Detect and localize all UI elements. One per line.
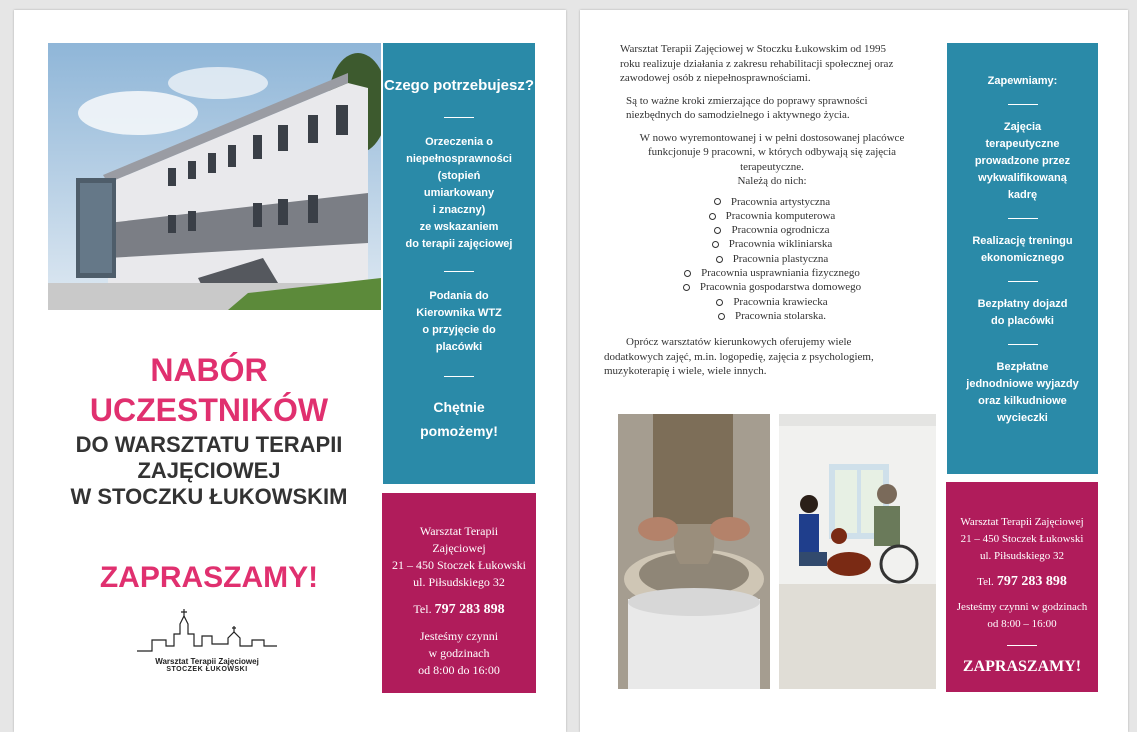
phone-label: Tel.	[413, 602, 432, 616]
bullet-icon	[716, 256, 723, 263]
requirements-heading: Czego potrzebujesz?	[383, 77, 534, 94]
benefit-line: do placówki	[991, 315, 1054, 327]
list-item	[602, 237, 942, 251]
room-name: Pracownia ogrodnicza	[731, 224, 830, 237]
text-line: muzykoterapię i wiele, wiele innych.	[604, 365, 767, 378]
building-photo-illustration	[48, 43, 381, 310]
room-name: Pracownia wikliniarska	[728, 238, 833, 251]
phone-number[interactable]: 797 283 898	[996, 574, 1067, 589]
separator	[444, 117, 474, 118]
closing-line: pomożemy!	[420, 423, 498, 439]
requirement-line: Orzeczenia o	[425, 136, 493, 148]
requirement-line: o przyjęcie do	[422, 324, 496, 336]
building-photo	[48, 43, 381, 310]
bullet-icon	[709, 213, 716, 220]
benefits-panel	[947, 43, 1098, 474]
requirement-line: do terapii zajęciowej	[405, 238, 513, 250]
separator	[1008, 281, 1038, 282]
list-item	[602, 195, 942, 209]
therapy-dog-photo	[779, 414, 936, 689]
bullet-icon	[716, 299, 723, 306]
text-line: dodatkowych zajęć, m.in. logopedię, zajęcia z psychologiem,	[604, 350, 874, 363]
recruitment-headline	[44, 350, 374, 510]
benefit-line: Zajęcia	[1003, 121, 1042, 133]
paragraph-2	[602, 94, 942, 123]
requirement-line: placówki	[435, 341, 483, 353]
intro-paragraph	[602, 42, 942, 86]
text-line: niezbędnych do samodzielnego i aktywnego życia.	[626, 109, 850, 121]
paragraph-4	[602, 335, 942, 379]
headline-line: ZAJĘCIOWEJ	[137, 458, 281, 483]
bullet-icon	[683, 284, 690, 291]
contact-phone	[382, 601, 536, 618]
contact-name: Zajęciowej	[432, 541, 486, 555]
benefit-line: Bezpłatne	[996, 361, 1049, 373]
room-name: Pracownia krawiecka	[733, 295, 828, 308]
contact-panel	[946, 482, 1098, 692]
opening-hours: od 8:00 – 16:00	[987, 618, 1057, 630]
workshop-logo	[132, 606, 282, 681]
text-line: Oprócz warsztatów kierunkowych oferujemy wiele	[626, 336, 852, 349]
room-name: Pracownia komputerowa	[725, 209, 836, 222]
separator	[1007, 645, 1037, 646]
text-line: Warsztat Terapii Zajęciowej w Stoczku Łukowskim od 1995	[620, 43, 887, 55]
contact-address: ul. Piłsudskiego 32	[979, 550, 1065, 562]
workshop-rooms-list	[602, 195, 942, 324]
closing-line: Chętnie	[433, 399, 485, 415]
pottery-photo-illustration	[618, 414, 770, 689]
help-closing	[383, 395, 535, 443]
contact-address: ul. Piłsudskiego 32	[413, 575, 505, 589]
benefit-line: Realizację treningu	[972, 235, 1073, 247]
benefit-line: kadrę	[1007, 189, 1038, 201]
requirement-item-2	[383, 288, 535, 356]
list-item	[602, 309, 942, 323]
room-name: Pracownia artystyczna	[730, 195, 831, 208]
bullet-icon	[718, 313, 725, 320]
text-line: zawodowej osób z niepełnosprawnościami.	[620, 72, 811, 84]
paragraph-3	[602, 131, 942, 189]
benefit-line: wykwalifikowaną	[978, 172, 1067, 184]
contact-address: 21 – 450 Stoczek Łukowski	[960, 533, 1084, 545]
church-skyline-icon	[132, 606, 282, 656]
requirement-line: ze wskazaniem	[419, 221, 499, 233]
list-item	[602, 266, 942, 280]
requirement-line: umiarkowany	[423, 187, 495, 199]
requirement-line: niepełnosprawności	[406, 153, 512, 165]
bullet-icon	[712, 241, 719, 248]
right-page	[580, 10, 1128, 732]
contact-panel	[382, 493, 536, 693]
invite-text: ZAPRASZAMY!	[962, 658, 1082, 675]
bullet-icon	[714, 227, 721, 234]
headline-line: DO WARSZTATU TERAPII	[75, 432, 343, 457]
requirement-line: (stopień	[437, 170, 481, 182]
benefit-line: oraz kilkudniowe	[978, 395, 1067, 407]
pottery-photo	[618, 414, 770, 689]
room-name: Pracownia plastyczna	[732, 252, 829, 265]
text-line: Należą do nich:	[737, 175, 807, 187]
contact-name: Warsztat Terapii	[419, 524, 499, 538]
list-item	[602, 280, 942, 294]
contact-phone	[946, 573, 1098, 591]
phone-label: Tel.	[977, 576, 994, 588]
benefit-item-3	[947, 296, 1098, 330]
benefit-line: terapeutyczne	[985, 138, 1060, 150]
benefit-item-2	[947, 233, 1098, 267]
headline-line: W STOCZKU ŁUKOWSKIM	[70, 484, 348, 509]
left-page	[14, 10, 566, 732]
text-line: terapeutyczne.	[740, 160, 804, 173]
benefit-line: jednodniowe wyjazdy	[966, 378, 1079, 390]
logo-line-2: STOCZEK ŁUKOWSKI	[166, 666, 248, 673]
phone-number[interactable]: 797 283 898	[434, 602, 505, 617]
benefit-line: Bezpłatny dojazd	[977, 298, 1068, 310]
requirement-item-1	[383, 134, 535, 253]
requirement-line: i znaczny)	[432, 204, 486, 216]
separator	[444, 271, 474, 272]
room-name: Pracownia usprawniania fizycznego	[701, 266, 860, 279]
description-column	[602, 42, 942, 379]
list-item	[602, 223, 942, 237]
text-line: W nowo wyremontowanej i w pełni dostosowanej placówce	[639, 131, 905, 144]
benefit-line: prowadzone przez	[974, 155, 1071, 167]
requirement-line: Kierownika WTZ	[416, 307, 502, 319]
separator	[444, 376, 474, 377]
headline-line: NABÓR	[150, 352, 268, 388]
text-line: funkcjonuje 9 pracowni, w których odbywają się zajęcia	[647, 146, 897, 158]
benefit-item-1	[947, 119, 1098, 204]
therapy-photo-illustration	[779, 414, 936, 689]
separator	[1008, 218, 1038, 219]
requirements-panel	[383, 43, 535, 484]
room-name: Pracownia stolarska.	[734, 309, 827, 322]
text-line: Są to ważne kroki zmierzające do poprawy sprawności	[626, 94, 868, 107]
room-name: Pracownia gospodarstwa domowego	[699, 281, 862, 294]
benefits-heading: Zapewniamy:	[987, 75, 1058, 87]
requirement-line: Podania do	[429, 290, 489, 302]
bullet-icon	[714, 198, 721, 205]
benefit-line: ekonomicznego	[980, 252, 1065, 264]
list-item	[602, 295, 942, 309]
opening-hours: Jesteśmy czynni w godzinach	[956, 601, 1088, 613]
opening-hours: Jesteśmy czynni	[419, 629, 499, 643]
benefit-item-4	[947, 359, 1098, 427]
contact-name: Warsztat Terapii Zajęciowej	[960, 516, 1084, 528]
headline-line: UCZESTNIKÓW	[89, 392, 329, 428]
opening-hours: od 8:00 do 16:00	[418, 663, 500, 677]
text-line: roku realizuje działania z zakresu rehabilitacji społecznej oraz	[620, 57, 894, 70]
bullet-icon	[684, 270, 691, 277]
separator	[1008, 104, 1038, 105]
logo-line-1: Warsztat Terapii Zajęciowej	[155, 657, 259, 666]
contact-address: 21 – 450 Stoczek Łukowski	[392, 558, 526, 572]
list-item	[602, 209, 942, 223]
benefit-line: wycieczki	[997, 412, 1048, 424]
invite-text: ZAPRASZAMY!	[99, 561, 319, 594]
opening-hours: w godzinach	[428, 646, 490, 660]
separator	[1008, 344, 1038, 345]
list-item	[602, 252, 942, 266]
